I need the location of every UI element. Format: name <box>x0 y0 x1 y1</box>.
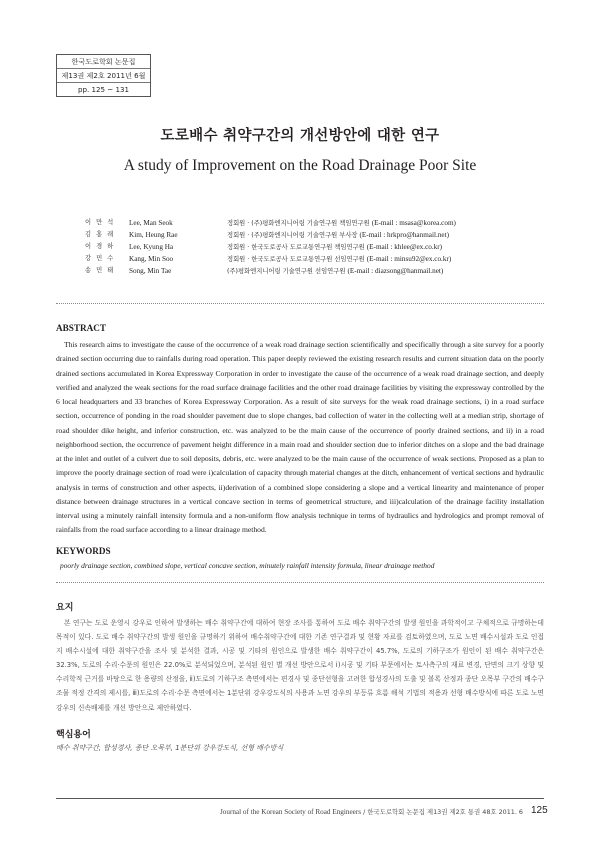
author-name-ko: 김 홍 래 <box>85 231 115 238</box>
author-name-en: Kang, Min Soo <box>129 255 174 263</box>
journal-volume: 제13권 제2호 2011년 6월 <box>57 69 150 83</box>
author-email: (E-mail : minsu92@ex.co.kr) <box>366 255 452 263</box>
author-name-en: Song, Min Tae <box>129 267 172 275</box>
abstract-heading: ABSTRACT <box>56 323 107 333</box>
author-email: (E-mail : hrkpro@hanmail.net) <box>359 231 449 239</box>
section-divider <box>56 582 544 583</box>
author-name-ko: 강 민 수 <box>85 255 115 262</box>
author-name-en: Lee, Kyung Ha <box>129 243 174 251</box>
title-english: A study of Improvement on the Road Drainage Poor Site <box>123 157 477 174</box>
ko-keywords-heading: 핵심용어 <box>56 730 91 740</box>
yoji-text: 본 연구는 도로 운영시 강우로 인하여 발생하는 배수 취약구간에 대하여 현장 조사를 통하여 도로 배수 취약구간의 발생 원인을 과학적이고 구체적으로 규명하는데 목적이 있다. 도로 배수 취약구간의 발생 원인을 규명하기 위하여 배수취약구간에 대한 기존 연구결과 및 현황 자료를 검토하였으며, 도로 노면 배수시설과 도로 인접지 배수시설에 대한 취약구간을 조사 및 분석한 결과, 시공 및 기타의 원인으로 발생한 배수 취약구간이 45.7%, 도로의 기하구조가 원인이 된 배수 취약구간은 32.3%, 도로의 수리·수문의 원인은 22.0%로 분석되었으며, 분석된 원인 별 개선 방안으로서 ⅰ)시공 및 기타 부문에서는 토사측구의 재료 변경, 단면의 크기 상향 및 수리학적 근거를 바탕으로 한 용량의 산정을, ⅱ)도로의 기하구조 측면에서는 편경사 및 종단선형을 고려한 합성경사의 도출 및 볼록 산정과 종단 오목부 구간의 배수구조물 적정 간격의 제시를, ⅲ)도로의 수리·수문 측면에서는 1분단위 강우강도식의 사용과 노면 강우의 부등류 흐름 해석 기법의 적용과 선형 배수방식에 따른 도로 노면 강우의 신속배제를 개선 방안으로 제안하였다. <box>56 619 544 712</box>
journal-name: 한국도로학회 논문집 <box>57 55 150 69</box>
author-affiliation: 정회원 · (주)평화엔지니어링 기술연구원 책임연구원 (E-mail : msasa@korea.com) <box>227 219 456 227</box>
author-name-en: Lee, Man Seok <box>129 219 173 227</box>
author-affiliation: 정회원 · 한국도로공사 도로교통연구원 선임연구원 (E-mail : minsu92@ex.co.kr) <box>227 255 452 263</box>
keywords-text: poorly drainage section, combined slope, vertical concave section, minutely rainfall intensity formula, linear drainage method <box>60 561 435 570</box>
author-name-ko: 송 민 태 <box>85 267 115 274</box>
author-email: (E-mail : msasa@korea.com) <box>371 219 456 227</box>
abstract-text: This research aims to investigate the cause of the occurrence of a weak road drainage section scientifically and specifically through a site survey for a poorly drained section occurring due to rainfalls during road operation. This paper deeply reviewed the existing research results and current situation data on the poorly drained sections accumulated in Korea Expressway Corporation in order to investigate the cause of the occurrence of a weak road drainage section, and deeply verified and analyzed the weak sections for the road surface drainage facilities and the other road drainage facilities by visiting the expressway controlled by the 6 local headquarters and 33 branches of Korea Expressway Corporation. As a result of site surveys for the weak road drainage sections, i) in a road surface section, occurrence of ponding in the road shoulder pavement due to slope changes, bad collection of water in the collecting well at a median strip, shortage of road shoulder dike height, and inferior construction, etc. was analyzed to be the main cause of the occurrence of poorly drained sections, and ii) in a road neighborhood section, the occurrence of pavement height difference in a main road and shoulder section due to inferior ditches on a slope and the bad drainage at the inlet and outlet of a culvert due to soil deposits, debris, etc. were analyzed to be the main cause of the occurrence of weak sections. Proposed as a plan to improve the poorly drainage section of road were i)calculation of capacity through material changes at the ditch, enhancement of vertical sections and hydraulic analysis in terms of construction and other aspects, ii)derivation of a combined slope considering a slope and a vertical linearity and maintenance of proper distance between drainage structures in a vertical concave section in terms of geometrical structure, and iii)calculation of the drainage facility installation interval using a minutely rainfall intensity formula and a non-uniform flow analysis technique in terms of hydraulics and hydrologics and prompt removal of rainfalls from the road surface according to a linear drainage method. <box>56 340 544 535</box>
author-email: (E-mail : diazsong@hanmail.net) <box>347 267 444 275</box>
author-name-en: Kim, Heung Rae <box>129 231 178 239</box>
author-name-ko: 이 경 하 <box>85 243 115 250</box>
journal-info-box <box>56 54 151 97</box>
footer-rule <box>56 798 544 799</box>
yoji-heading: 요지 <box>56 603 74 613</box>
author-affiliation: (주)평화엔지니어링 기술연구원 선임연구원 (E-mail : diazsong@hanmail.net) <box>227 267 444 275</box>
section-divider <box>56 303 544 304</box>
footer-journal-en: Journal of the Korean Society of Road Engineers <box>219 808 362 816</box>
footer-citation <box>0 807 523 816</box>
footer-journal-ko: / 한국도로학회 논문집 제13권 제2호 통권 48호 2011. 6 <box>363 808 523 816</box>
author-email: (E-mail : khlee@ex.co.kr) <box>366 243 443 251</box>
page-number: 125 <box>531 805 548 816</box>
author-affiliation: 정회원 · 한국도로공사 도로교통연구원 책임연구원 (E-mail : khlee@ex.co.kr) <box>227 243 443 251</box>
journal-pages: pp. 125 ~ 131 <box>77 85 130 94</box>
title-korean: 도로배수 취약구간의 개선방안에 대한 연구 <box>160 128 440 144</box>
author-affiliation: 정회원 · (주)평화엔지니어링 기술연구원 부사장 (E-mail : hrkpro@hanmail.net) <box>227 231 449 239</box>
keywords-heading: KEYWORDS <box>56 546 111 556</box>
author-name-ko: 이 만 석 <box>85 219 115 226</box>
ko-keywords-text: 배수 취약구간, 합성경사, 종단 오목부, 1분단위 강우강도식, 선형 배수방식 <box>56 744 284 752</box>
